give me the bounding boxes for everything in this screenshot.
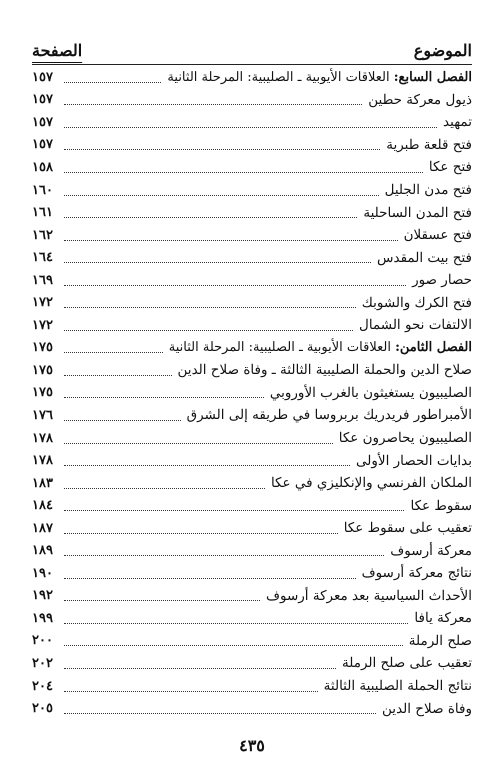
toc-entry-title <box>364 92 472 108</box>
toc-entry <box>32 111 472 134</box>
toc-entry-title <box>163 70 472 85</box>
dot-leader <box>64 420 181 421</box>
toc-entry-text: الصليبيون يحاصرون عكا <box>338 430 472 447</box>
toc-entry <box>32 539 472 562</box>
toc-entry-title <box>381 182 472 198</box>
toc-page-number: ١٨٣ <box>32 475 53 491</box>
dot-leader <box>64 691 318 692</box>
toc-entry <box>32 652 472 675</box>
toc-page-number: ١٧٥ <box>32 362 53 378</box>
toc-page-number: ١٧٨ <box>32 430 53 446</box>
toc-entry <box>32 404 472 427</box>
toc-page-number: ٢٠٥ <box>32 701 53 717</box>
dot-leader <box>64 240 398 241</box>
toc-entry-text: العلاقات الأيوبية ـ الصليبية: المرحلة الثانية <box>168 340 391 356</box>
toc-page-number: ١٦١ <box>32 205 53 221</box>
toc-entry-title <box>267 475 472 491</box>
toc-entry-title <box>373 250 472 266</box>
toc-entry-text: حصار صور <box>412 272 472 289</box>
toc-entry-text: فتح الكرك والشوبك <box>361 294 472 311</box>
toc-entry-title <box>262 588 472 604</box>
toc-entry-title <box>266 385 472 401</box>
dot-leader <box>64 668 336 669</box>
dot-leader <box>64 533 338 534</box>
toc-entry-title <box>338 655 472 671</box>
toc-page-number: ١٦٩ <box>32 272 53 288</box>
dot-leader <box>64 578 356 579</box>
toc-entry <box>32 494 472 517</box>
dot-leader <box>64 713 376 714</box>
toc-entry-title <box>386 543 472 559</box>
dot-leader <box>64 352 163 353</box>
dot-leader <box>64 397 264 398</box>
toc-page-number: ١٦٢ <box>32 227 53 243</box>
toc-page-number: ١٨٧ <box>32 520 53 536</box>
toc-page-number: ١٧٥ <box>32 340 53 356</box>
dot-leader <box>64 172 423 173</box>
toc-entry-text: نتائج معركة أرسوف <box>361 565 472 582</box>
toc-page-number: ١٥٧ <box>32 92 53 108</box>
topic-column-heading: الموضوع <box>413 41 472 60</box>
toc-entry <box>32 359 472 382</box>
toc-entry-title <box>359 205 472 221</box>
dot-leader <box>64 195 379 196</box>
toc-entry-text: تعقيب على صلح الرملة <box>342 655 472 672</box>
toc-entry-text: نتائج الحملة الصليبية الثالثة <box>323 678 472 695</box>
toc-entry-title <box>410 610 472 626</box>
toc-page-number: ٢٠٤ <box>32 678 53 694</box>
toc-page-number: ١٩٠ <box>32 565 53 581</box>
toc-entry-title <box>408 272 472 288</box>
toc-entry-text: فتح المدن الساحلية <box>363 204 472 221</box>
toc-page-number: ١٦٤ <box>32 250 53 266</box>
dot-leader <box>64 645 403 646</box>
dot-leader <box>64 217 357 218</box>
toc-entry-text: صلح الرملة <box>408 632 472 649</box>
dot-leader <box>64 465 350 466</box>
toc-entry <box>32 517 472 540</box>
toc-entry-title <box>439 114 472 130</box>
toc-entry <box>32 134 472 157</box>
toc-entry-text: ذيول معركة حطين <box>368 91 472 108</box>
toc-entry <box>32 224 472 247</box>
toc-entry-text: فتح بيت المقدس <box>377 249 472 266</box>
dot-leader <box>64 623 408 624</box>
toc-entry <box>32 314 472 337</box>
page-column-heading: الصفحة <box>32 41 83 60</box>
toc-entry <box>32 585 472 608</box>
toc-entry-text: تمهيد <box>443 114 472 131</box>
toc-entry-title <box>382 137 472 153</box>
chapter-label: الفصل الثامن: <box>395 340 472 356</box>
dot-leader <box>64 330 353 331</box>
toc-page-number: ٢٠٢ <box>32 655 53 671</box>
toc-page-number: ١٦٠ <box>32 182 53 198</box>
toc-entry-text: وفاة صلاح الدين <box>382 700 472 717</box>
toc-entry-text: فتح عكا <box>428 159 472 176</box>
toc-entry-text: بدايات الحصار الأولى <box>355 452 472 469</box>
header-rule <box>32 64 472 65</box>
chapter-label: الفصل السابع: <box>393 69 472 85</box>
toc-page <box>32 0 472 773</box>
toc-entry-text: سقوط عكا <box>410 497 472 514</box>
toc-entry <box>32 179 472 202</box>
toc-entry <box>32 89 472 112</box>
toc-entry <box>32 607 472 630</box>
dot-leader <box>64 104 362 105</box>
toc-page-number: ١٥٨ <box>32 159 53 175</box>
toc-entry-title <box>340 520 472 536</box>
toc-entry-title <box>405 633 472 649</box>
toc-entry-text: الملكان الفرنسي والإنكليزي في عكا <box>270 475 472 492</box>
toc-entry <box>32 269 472 292</box>
dot-leader <box>64 285 406 286</box>
toc-page-number: ١٧٢ <box>32 317 53 333</box>
toc-entry-text: العلاقات الأيوبية ـ الصليبية: المرحلة الثانية <box>167 69 390 85</box>
dot-leader <box>64 443 333 444</box>
toc-entry-title <box>174 362 472 378</box>
toc-entry-title <box>335 430 472 446</box>
dot-leader <box>64 510 404 511</box>
toc-page-number: ١٨٩ <box>32 543 53 559</box>
toc-entry <box>32 201 472 224</box>
toc-header <box>32 34 472 60</box>
toc-page-number: ١٩٢ <box>32 588 53 604</box>
page-number: ٤٣٥ <box>239 736 265 755</box>
toc-page-number: ٢٠٠ <box>32 633 53 649</box>
toc-page-number: ١٧٥ <box>32 385 53 401</box>
toc-chapter-entry <box>32 66 472 89</box>
dot-leader <box>64 555 384 556</box>
toc-entry <box>32 449 472 472</box>
toc-entry <box>32 630 472 653</box>
toc-page-number: ١٥٧ <box>32 114 53 130</box>
toc-entry-text: الالتفات نحو الشمال <box>359 317 472 334</box>
toc-entry <box>32 675 472 698</box>
toc-page-number: ١٥٧ <box>32 69 53 85</box>
toc-page-number: ١٥٧ <box>32 137 53 153</box>
toc-entry-text: معركة يافا <box>414 610 472 627</box>
dot-leader <box>64 600 260 601</box>
toc-entry-title <box>320 678 472 694</box>
dot-leader <box>64 262 371 263</box>
toc-entry-title <box>358 295 472 311</box>
toc-entry-title <box>183 407 472 423</box>
toc-entry <box>32 156 472 179</box>
toc-entry <box>32 382 472 405</box>
toc-entry-text: الأحداث السياسية بعد معركة أرسوف <box>266 587 472 604</box>
toc-entry-text: الصليبيون يستغيثون بالغرب الأوروبي <box>269 384 472 401</box>
toc-entry-title <box>400 227 472 243</box>
toc-entry-text: معركة أرسوف <box>390 542 472 559</box>
toc-page-number: ١٨٤ <box>32 498 53 514</box>
toc-entry-title <box>406 498 472 514</box>
toc-entry-title <box>425 159 472 175</box>
toc-entry <box>32 697 472 720</box>
toc-entry-text: صلاح الدين والحملة الصليبية الثالثة ـ وفاة صلاح الدين <box>177 362 472 379</box>
dot-leader <box>64 127 437 128</box>
dot-leader <box>64 307 356 308</box>
toc-entry <box>32 246 472 269</box>
toc-chapter-entry <box>32 337 472 360</box>
toc-entry-title <box>165 340 472 355</box>
toc-page-number: ١٧٢ <box>32 295 53 311</box>
toc-entry-text: فتح قلعة طبرية <box>386 136 472 153</box>
toc-entry-text: الأمبراطور فريدريك بربروسا في طريقه إلى الشرق <box>186 407 472 424</box>
dot-leader <box>64 488 265 489</box>
toc-entry-title <box>358 565 472 581</box>
toc-entry <box>32 427 472 450</box>
dot-leader <box>64 82 161 83</box>
toc-page-number: ١٩٩ <box>32 610 53 626</box>
toc-entry-text: فتح عسقلان <box>403 227 472 244</box>
toc-entry-text: فتح مدن الجليل <box>384 182 472 198</box>
dot-leader <box>64 149 380 150</box>
toc-page-number: ١٧٨ <box>32 453 53 469</box>
toc-entry <box>32 562 472 585</box>
toc-page-number: ١٧٦ <box>32 407 53 423</box>
toc-entry-title <box>355 317 472 333</box>
toc-entry-title <box>378 701 472 717</box>
toc-entry <box>32 472 472 495</box>
toc-entry-title <box>352 453 472 469</box>
dot-leader <box>64 375 172 376</box>
toc-list <box>32 66 472 720</box>
toc-entry <box>32 291 472 314</box>
toc-entry-text: تعقيب على سقوط عكا <box>343 520 472 537</box>
